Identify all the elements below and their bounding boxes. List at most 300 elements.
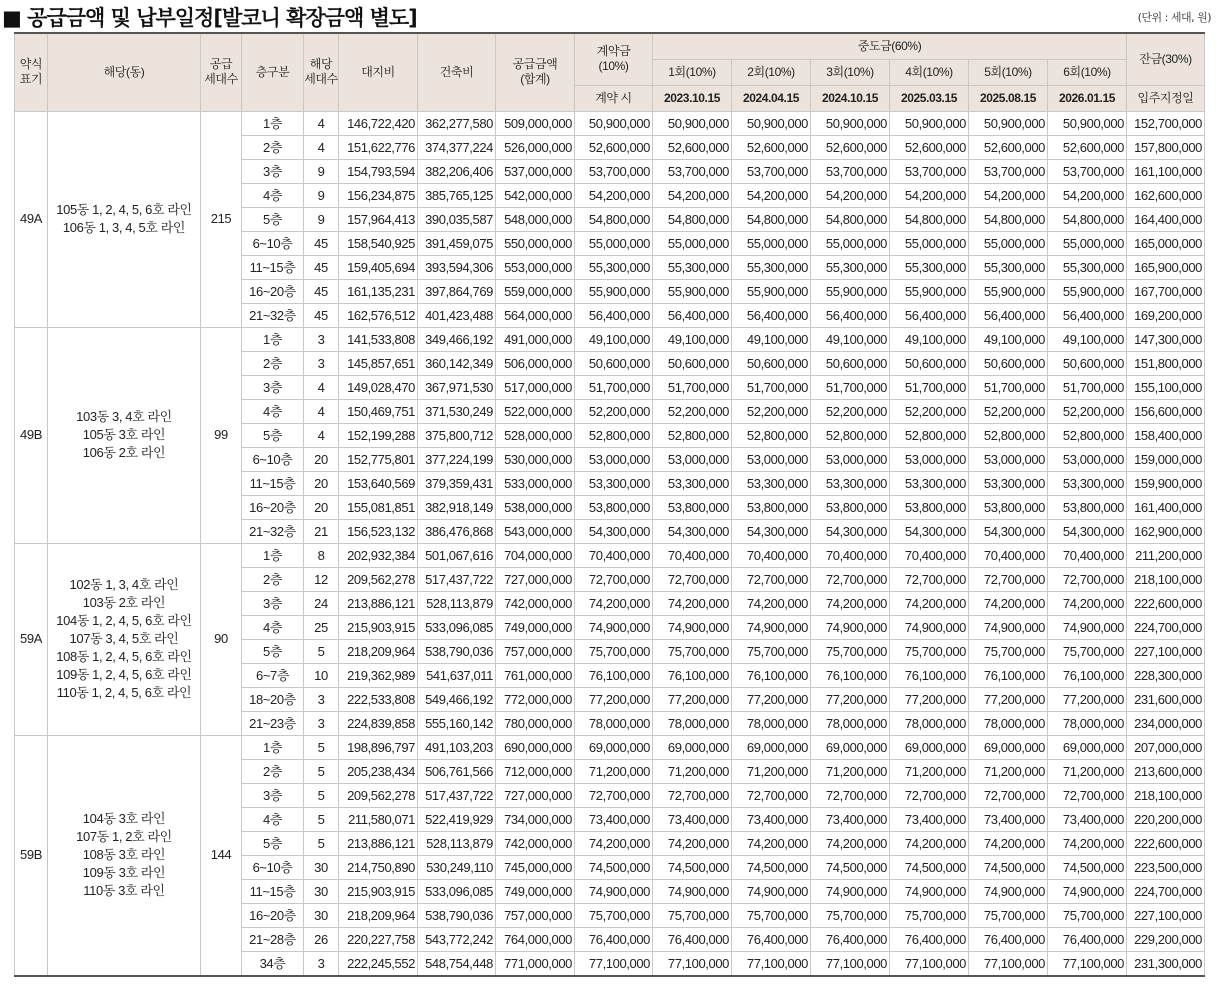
- floor-cell: 6~10층: [242, 855, 304, 879]
- land-price-cell: 157,964,413: [339, 207, 418, 231]
- middle-payment-4-cell: 49,100,000: [890, 327, 969, 351]
- middle-payment-4-cell: 72,700,000: [890, 567, 969, 591]
- building-price-cell: 533,096,085: [418, 879, 496, 903]
- floor-cell: 2층: [242, 567, 304, 591]
- floor-cell: 16~20층: [242, 279, 304, 303]
- middle-payment-4-cell: 56,400,000: [890, 303, 969, 327]
- middle-payment-5-cell: 76,100,000: [969, 663, 1048, 687]
- middle-payment-4-cell: 50,900,000: [890, 111, 969, 135]
- middle-payment-1-cell: 73,400,000: [653, 807, 732, 831]
- middle-payment-2-cell: 70,400,000: [732, 543, 811, 567]
- total-price-cell: 749,000,000: [496, 615, 575, 639]
- units-cell: 5: [304, 639, 339, 663]
- total-price-cell: 533,000,000: [496, 471, 575, 495]
- total-price-cell: 526,000,000: [496, 135, 575, 159]
- middle-payment-2-cell: 56,400,000: [732, 303, 811, 327]
- middle-payment-4-cell: 73,400,000: [890, 807, 969, 831]
- building-price-cell: 382,206,406: [418, 159, 496, 183]
- middle-payment-3-cell: 70,400,000: [811, 543, 890, 567]
- units-cell: 30: [304, 879, 339, 903]
- middle-payment-2-cell: 71,200,000: [732, 759, 811, 783]
- balance-cell: 165,000,000: [1127, 231, 1205, 255]
- land-price-cell: 224,839,858: [339, 711, 418, 735]
- header-type: 약식 표기: [15, 33, 48, 111]
- middle-payment-2-cell: 50,900,000: [732, 111, 811, 135]
- middle-payment-5-cell: 53,800,000: [969, 495, 1048, 519]
- building-price-cell: 362,277,580: [418, 111, 496, 135]
- middle-payment-4-cell: 71,200,000: [890, 759, 969, 783]
- deposit-cell: 71,200,000: [575, 759, 653, 783]
- land-price-cell: 219,362,989: [339, 663, 418, 687]
- middle-payment-2-cell: 53,300,000: [732, 471, 811, 495]
- land-price-cell: 153,640,569: [339, 471, 418, 495]
- middle-payment-5-cell: 52,600,000: [969, 135, 1048, 159]
- balance-cell: 213,600,000: [1127, 759, 1205, 783]
- units-cell: 45: [304, 231, 339, 255]
- middle-payment-6-cell: 52,800,000: [1048, 423, 1127, 447]
- middle-payment-5-cell: 50,900,000: [969, 111, 1048, 135]
- middle-payment-2-cell: 50,600,000: [732, 351, 811, 375]
- header-balance-date: 입주지정일: [1127, 85, 1205, 111]
- building-price-cell: 530,249,110: [418, 855, 496, 879]
- middle-payment-4-cell: 74,200,000: [890, 831, 969, 855]
- middle-payment-2-cell: 49,100,000: [732, 327, 811, 351]
- balance-cell: 224,700,000: [1127, 879, 1205, 903]
- middle-payment-1-cell: 51,700,000: [653, 375, 732, 399]
- middle-payment-2-cell: 77,100,000: [732, 951, 811, 976]
- middle-payment-5-cell: 53,700,000: [969, 159, 1048, 183]
- middle-payment-3-cell: 52,800,000: [811, 423, 890, 447]
- middle-payment-5-cell: 55,000,000: [969, 231, 1048, 255]
- deposit-cell: 52,200,000: [575, 399, 653, 423]
- supply-price-table: [14, 32, 1205, 977]
- land-price-cell: 222,533,808: [339, 687, 418, 711]
- units-cell: 20: [304, 447, 339, 471]
- units-cell: 5: [304, 807, 339, 831]
- building-price-cell: 541,637,011: [418, 663, 496, 687]
- land-price-cell: 141,533,808: [339, 327, 418, 351]
- middle-payment-5-cell: 54,200,000: [969, 183, 1048, 207]
- middle-payment-4-cell: 75,700,000: [890, 903, 969, 927]
- floor-cell: 3층: [242, 375, 304, 399]
- land-price-cell: 209,562,278: [339, 567, 418, 591]
- middle-payment-4-cell: 52,800,000: [890, 423, 969, 447]
- total-price-cell: 764,000,000: [496, 927, 575, 951]
- floor-cell: 5층: [242, 831, 304, 855]
- middle-payment-5-cell: 77,200,000: [969, 687, 1048, 711]
- table-row: [15, 543, 1205, 567]
- supply-units-cell: 144: [201, 735, 242, 976]
- middle-payment-2-cell: 53,000,000: [732, 447, 811, 471]
- units-cell: 4: [304, 375, 339, 399]
- land-price-cell: 205,238,434: [339, 759, 418, 783]
- middle-payment-3-cell: 54,800,000: [811, 207, 890, 231]
- header-land: 대지비: [339, 33, 418, 111]
- middle-payment-1-cell: 52,200,000: [653, 399, 732, 423]
- middle-payment-5-cell: 50,600,000: [969, 351, 1048, 375]
- middle-payment-4-cell: 74,900,000: [890, 615, 969, 639]
- middle-payment-4-cell: 74,900,000: [890, 879, 969, 903]
- units-cell: 5: [304, 759, 339, 783]
- middle-payment-6-cell: 76,100,000: [1048, 663, 1127, 687]
- balance-cell: 231,300,000: [1127, 951, 1205, 976]
- middle-payment-3-cell: 72,700,000: [811, 567, 890, 591]
- deposit-cell: 74,500,000: [575, 855, 653, 879]
- middle-payment-5-cell: 56,400,000: [969, 303, 1048, 327]
- middle-payment-2-cell: 73,400,000: [732, 807, 811, 831]
- type-cell: 49A: [15, 111, 48, 327]
- middle-payment-5-cell: 74,200,000: [969, 591, 1048, 615]
- building-price-cell: 397,864,769: [418, 279, 496, 303]
- land-price-cell: 215,903,915: [339, 615, 418, 639]
- units-cell: 9: [304, 183, 339, 207]
- deposit-cell: 55,300,000: [575, 255, 653, 279]
- building-price-cell: 349,466,192: [418, 327, 496, 351]
- floor-cell: 2층: [242, 351, 304, 375]
- floor-cell: 5층: [242, 639, 304, 663]
- middle-payment-5-cell: 72,700,000: [969, 783, 1048, 807]
- middle-payment-1-cell: 53,300,000: [653, 471, 732, 495]
- middle-payment-1-cell: 74,500,000: [653, 855, 732, 879]
- land-price-cell: 152,199,288: [339, 423, 418, 447]
- deposit-cell: 74,900,000: [575, 615, 653, 639]
- middle-payment-1-cell: 49,100,000: [653, 327, 732, 351]
- units-cell: 3: [304, 327, 339, 351]
- building-price-cell: 538,790,036: [418, 639, 496, 663]
- table-row: [15, 735, 1205, 759]
- header-m5: 5회(10%): [969, 59, 1048, 85]
- middle-payment-6-cell: 54,300,000: [1048, 519, 1127, 543]
- deposit-cell: 72,700,000: [575, 567, 653, 591]
- middle-payment-6-cell: 53,300,000: [1048, 471, 1127, 495]
- land-price-cell: 198,896,797: [339, 735, 418, 759]
- building-price-cell: 538,790,036: [418, 903, 496, 927]
- middle-payment-2-cell: 72,700,000: [732, 567, 811, 591]
- header-dong: 해당(동): [48, 33, 201, 111]
- building-price-cell: 375,800,712: [418, 423, 496, 447]
- middle-payment-5-cell: 71,200,000: [969, 759, 1048, 783]
- floor-cell: 21~32층: [242, 303, 304, 327]
- middle-payment-2-cell: 78,000,000: [732, 711, 811, 735]
- building-price-cell: 501,067,616: [418, 543, 496, 567]
- middle-payment-5-cell: 51,700,000: [969, 375, 1048, 399]
- total-price-cell: 528,000,000: [496, 423, 575, 447]
- middle-payment-6-cell: 74,500,000: [1048, 855, 1127, 879]
- middle-payment-4-cell: 78,000,000: [890, 711, 969, 735]
- middle-payment-3-cell: 78,000,000: [811, 711, 890, 735]
- total-price-cell: 537,000,000: [496, 159, 575, 183]
- deposit-cell: 54,200,000: [575, 183, 653, 207]
- type-cell: 49B: [15, 327, 48, 543]
- floor-cell: 18~20층: [242, 687, 304, 711]
- building-price-cell: 506,761,566: [418, 759, 496, 783]
- building-price-cell: 377,224,199: [418, 447, 496, 471]
- floor-cell: 5층: [242, 423, 304, 447]
- middle-payment-6-cell: 54,200,000: [1048, 183, 1127, 207]
- deposit-cell: 75,700,000: [575, 903, 653, 927]
- deposit-cell: 77,100,000: [575, 951, 653, 976]
- header-m4: 4회(10%): [890, 59, 969, 85]
- middle-payment-1-cell: 54,800,000: [653, 207, 732, 231]
- floor-cell: 21~28층: [242, 927, 304, 951]
- total-price-cell: 690,000,000: [496, 735, 575, 759]
- floor-cell: 16~20층: [242, 903, 304, 927]
- units-cell: 20: [304, 471, 339, 495]
- deposit-cell: 69,000,000: [575, 735, 653, 759]
- middle-payment-3-cell: 75,700,000: [811, 639, 890, 663]
- land-price-cell: 152,775,801: [339, 447, 418, 471]
- middle-payment-4-cell: 74,500,000: [890, 855, 969, 879]
- unit-note: (단위 : 세대, 원): [1137, 11, 1211, 24]
- units-cell: 45: [304, 255, 339, 279]
- total-price-cell: 550,000,000: [496, 231, 575, 255]
- floor-cell: 4층: [242, 183, 304, 207]
- middle-payment-1-cell: 53,000,000: [653, 447, 732, 471]
- deposit-cell: 52,600,000: [575, 135, 653, 159]
- middle-payment-4-cell: 52,200,000: [890, 399, 969, 423]
- middle-payment-3-cell: 53,000,000: [811, 447, 890, 471]
- middle-payment-3-cell: 76,100,000: [811, 663, 890, 687]
- middle-payment-3-cell: 50,900,000: [811, 111, 890, 135]
- deposit-cell: 52,800,000: [575, 423, 653, 447]
- middle-payment-6-cell: 53,700,000: [1048, 159, 1127, 183]
- land-price-cell: 220,227,758: [339, 927, 418, 951]
- total-price-cell: 548,000,000: [496, 207, 575, 231]
- header-middle: 중도금(60%): [653, 33, 1127, 59]
- middle-payment-3-cell: 56,400,000: [811, 303, 890, 327]
- middle-payment-5-cell: 53,000,000: [969, 447, 1048, 471]
- middle-payment-6-cell: 75,700,000: [1048, 639, 1127, 663]
- balance-cell: 169,200,000: [1127, 303, 1205, 327]
- middle-payment-1-cell: 56,400,000: [653, 303, 732, 327]
- land-price-cell: 162,576,512: [339, 303, 418, 327]
- middle-payment-3-cell: 52,600,000: [811, 135, 890, 159]
- middle-payment-2-cell: 52,800,000: [732, 423, 811, 447]
- middle-payment-5-cell: 54,300,000: [969, 519, 1048, 543]
- total-price-cell: 772,000,000: [496, 687, 575, 711]
- units-cell: 5: [304, 831, 339, 855]
- middle-payment-4-cell: 54,800,000: [890, 207, 969, 231]
- dong-lines-cell: 102동 1, 3, 4호 라인 103동 2호 라인 104동 1, 2, 4, 5, 6호 라인 107동 3, 4, 5호 라인 108동 1, 2, 4, 5, 6호 라인 109동 1, 2, 4, 5, 6호 라인 110동 1, 2, 4, 5, 6호 라인: [48, 543, 201, 735]
- floor-cell: 6~7층: [242, 663, 304, 687]
- deposit-cell: 76,400,000: [575, 927, 653, 951]
- middle-payment-1-cell: 53,800,000: [653, 495, 732, 519]
- deposit-cell: 78,000,000: [575, 711, 653, 735]
- middle-payment-2-cell: 55,900,000: [732, 279, 811, 303]
- middle-payment-1-cell: 74,900,000: [653, 615, 732, 639]
- floor-cell: 34층: [242, 951, 304, 976]
- balance-cell: 218,100,000: [1127, 783, 1205, 807]
- floor-cell: 1층: [242, 327, 304, 351]
- middle-payment-3-cell: 77,100,000: [811, 951, 890, 976]
- total-price-cell: 727,000,000: [496, 783, 575, 807]
- middle-payment-6-cell: 76,400,000: [1048, 927, 1127, 951]
- middle-payment-1-cell: 70,400,000: [653, 543, 732, 567]
- units-cell: 45: [304, 279, 339, 303]
- balance-cell: 159,900,000: [1127, 471, 1205, 495]
- units-cell: 30: [304, 903, 339, 927]
- middle-payment-6-cell: 70,400,000: [1048, 543, 1127, 567]
- middle-payment-5-cell: 75,700,000: [969, 903, 1048, 927]
- middle-payment-2-cell: 55,000,000: [732, 231, 811, 255]
- building-price-cell: 491,103,203: [418, 735, 496, 759]
- header-floor: 층구분: [242, 33, 304, 111]
- middle-payment-2-cell: 72,700,000: [732, 783, 811, 807]
- supply-units-cell: 215: [201, 111, 242, 327]
- units-cell: 26: [304, 927, 339, 951]
- deposit-cell: 56,400,000: [575, 303, 653, 327]
- middle-payment-3-cell: 50,600,000: [811, 351, 890, 375]
- total-price-cell: 506,000,000: [496, 351, 575, 375]
- middle-payment-2-cell: 76,100,000: [732, 663, 811, 687]
- total-price-cell: 757,000,000: [496, 903, 575, 927]
- middle-payment-4-cell: 72,700,000: [890, 783, 969, 807]
- units-cell: 24: [304, 591, 339, 615]
- table-row: [15, 327, 1205, 351]
- balance-cell: 157,800,000: [1127, 135, 1205, 159]
- middle-payment-3-cell: 71,200,000: [811, 759, 890, 783]
- middle-payment-6-cell: 53,800,000: [1048, 495, 1127, 519]
- floor-cell: 6~10층: [242, 447, 304, 471]
- middle-payment-1-cell: 55,000,000: [653, 231, 732, 255]
- middle-payment-6-cell: 77,200,000: [1048, 687, 1127, 711]
- middle-payment-2-cell: 55,300,000: [732, 255, 811, 279]
- middle-payment-5-cell: 76,400,000: [969, 927, 1048, 951]
- units-cell: 4: [304, 423, 339, 447]
- building-price-cell: 382,918,149: [418, 495, 496, 519]
- deposit-cell: 77,200,000: [575, 687, 653, 711]
- middle-payment-3-cell: 55,300,000: [811, 255, 890, 279]
- land-price-cell: 213,886,121: [339, 591, 418, 615]
- middle-payment-4-cell: 75,700,000: [890, 639, 969, 663]
- total-price-cell: 491,000,000: [496, 327, 575, 351]
- middle-payment-4-cell: 55,000,000: [890, 231, 969, 255]
- balance-cell: 231,600,000: [1127, 687, 1205, 711]
- middle-payment-4-cell: 77,200,000: [890, 687, 969, 711]
- units-cell: 21: [304, 519, 339, 543]
- middle-payment-5-cell: 53,300,000: [969, 471, 1048, 495]
- deposit-cell: 74,200,000: [575, 831, 653, 855]
- middle-payment-2-cell: 74,200,000: [732, 831, 811, 855]
- total-price-cell: 712,000,000: [496, 759, 575, 783]
- middle-payment-3-cell: 49,100,000: [811, 327, 890, 351]
- deposit-cell: 51,700,000: [575, 375, 653, 399]
- building-price-cell: 555,160,142: [418, 711, 496, 735]
- middle-payment-5-cell: 52,800,000: [969, 423, 1048, 447]
- type-cell: 59A: [15, 543, 48, 735]
- units-cell: 45: [304, 303, 339, 327]
- middle-payment-6-cell: 74,200,000: [1048, 831, 1127, 855]
- deposit-cell: 55,900,000: [575, 279, 653, 303]
- floor-cell: 2층: [242, 759, 304, 783]
- middle-payment-4-cell: 51,700,000: [890, 375, 969, 399]
- header-balance: 잔금(30%): [1127, 33, 1205, 85]
- middle-payment-3-cell: 74,900,000: [811, 879, 890, 903]
- land-price-cell: 209,562,278: [339, 783, 418, 807]
- building-price-cell: 543,772,242: [418, 927, 496, 951]
- deposit-cell: 53,000,000: [575, 447, 653, 471]
- middle-payment-1-cell: 72,700,000: [653, 567, 732, 591]
- total-price-cell: 734,000,000: [496, 807, 575, 831]
- middle-payment-1-cell: 50,900,000: [653, 111, 732, 135]
- land-price-cell: 218,209,964: [339, 639, 418, 663]
- table-row: [15, 111, 1205, 135]
- middle-payment-5-cell: 49,100,000: [969, 327, 1048, 351]
- header-m3: 3회(10%): [811, 59, 890, 85]
- land-price-cell: 156,523,132: [339, 519, 418, 543]
- header-d2: 2024.04.15: [732, 85, 811, 111]
- building-price-cell: 522,419,929: [418, 807, 496, 831]
- middle-payment-3-cell: 55,000,000: [811, 231, 890, 255]
- balance-cell: 159,000,000: [1127, 447, 1205, 471]
- middle-payment-3-cell: 52,200,000: [811, 399, 890, 423]
- middle-payment-4-cell: 53,000,000: [890, 447, 969, 471]
- land-price-cell: 158,540,925: [339, 231, 418, 255]
- middle-payment-1-cell: 72,700,000: [653, 783, 732, 807]
- building-price-cell: 390,035,587: [418, 207, 496, 231]
- balance-cell: 223,500,000: [1127, 855, 1205, 879]
- middle-payment-2-cell: 74,500,000: [732, 855, 811, 879]
- balance-cell: 222,600,000: [1127, 591, 1205, 615]
- middle-payment-1-cell: 52,600,000: [653, 135, 732, 159]
- building-price-cell: 386,476,868: [418, 519, 496, 543]
- middle-payment-5-cell: 55,300,000: [969, 255, 1048, 279]
- header-d4: 2025.03.15: [890, 85, 969, 111]
- middle-payment-6-cell: 74,200,000: [1048, 591, 1127, 615]
- building-price-cell: 367,971,530: [418, 375, 496, 399]
- building-price-cell: 360,142,349: [418, 351, 496, 375]
- header-m1: 1회(10%): [653, 59, 732, 85]
- balance-cell: 211,200,000: [1127, 543, 1205, 567]
- total-price-cell: 704,000,000: [496, 543, 575, 567]
- deposit-cell: 54,300,000: [575, 519, 653, 543]
- middle-payment-6-cell: 78,000,000: [1048, 711, 1127, 735]
- floor-cell: 1층: [242, 543, 304, 567]
- dong-lines-cell: 103동 3, 4호 라인 105동 3호 라인 106동 2호 라인: [48, 327, 201, 543]
- deposit-cell: 53,800,000: [575, 495, 653, 519]
- header-supply-units: 공급 세대수: [201, 33, 242, 111]
- floor-cell: 1층: [242, 111, 304, 135]
- middle-payment-6-cell: 72,700,000: [1048, 783, 1127, 807]
- middle-payment-3-cell: 74,500,000: [811, 855, 890, 879]
- middle-payment-1-cell: 74,200,000: [653, 831, 732, 855]
- balance-cell: 165,900,000: [1127, 255, 1205, 279]
- middle-payment-1-cell: 55,900,000: [653, 279, 732, 303]
- middle-payment-5-cell: 75,700,000: [969, 639, 1048, 663]
- building-price-cell: 371,530,249: [418, 399, 496, 423]
- land-price-cell: 211,580,071: [339, 807, 418, 831]
- middle-payment-5-cell: 73,400,000: [969, 807, 1048, 831]
- middle-payment-3-cell: 54,300,000: [811, 519, 890, 543]
- deposit-cell: 50,600,000: [575, 351, 653, 375]
- units-cell: 5: [304, 735, 339, 759]
- floor-cell: 4층: [242, 807, 304, 831]
- balance-cell: 229,200,000: [1127, 927, 1205, 951]
- land-price-cell: 215,903,915: [339, 879, 418, 903]
- balance-cell: 152,700,000: [1127, 111, 1205, 135]
- land-price-cell: 155,081,851: [339, 495, 418, 519]
- middle-payment-6-cell: 50,600,000: [1048, 351, 1127, 375]
- middle-payment-3-cell: 74,200,000: [811, 831, 890, 855]
- middle-payment-4-cell: 53,800,000: [890, 495, 969, 519]
- page-title: ■ 공급금액 및 납부일정[발코니 확장금액 별도]: [2, 6, 417, 30]
- total-price-cell: 530,000,000: [496, 447, 575, 471]
- middle-payment-5-cell: 74,900,000: [969, 615, 1048, 639]
- header-d5: 2025.08.15: [969, 85, 1048, 111]
- middle-payment-1-cell: 53,700,000: [653, 159, 732, 183]
- land-price-cell: 214,750,890: [339, 855, 418, 879]
- floor-cell: 11~15층: [242, 471, 304, 495]
